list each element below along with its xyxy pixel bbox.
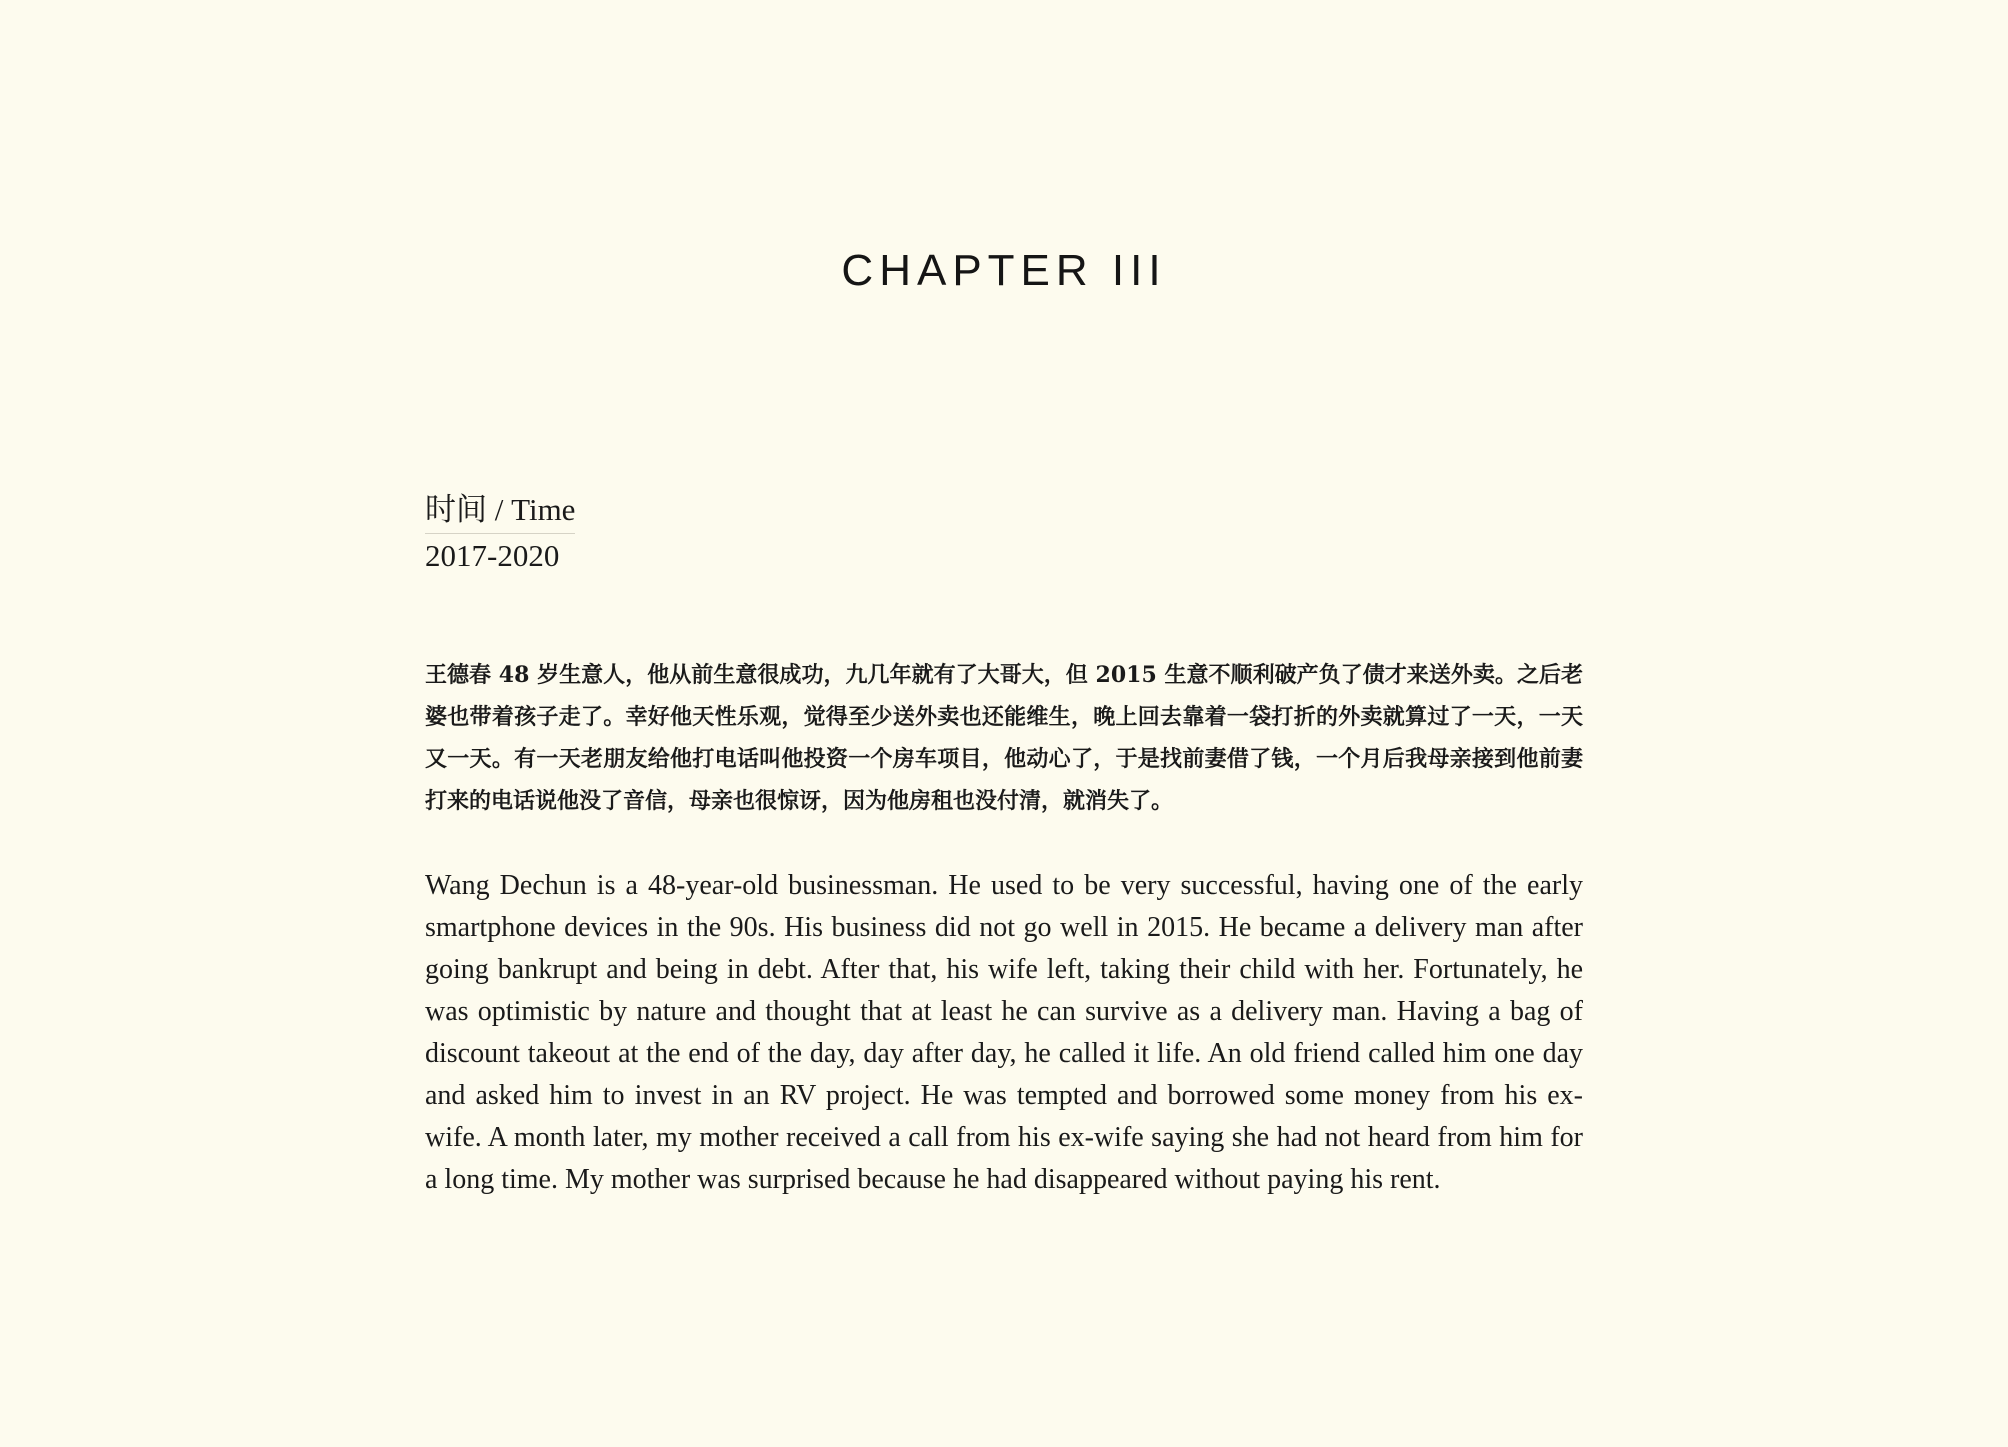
time-label: 时间 / Time — [425, 490, 575, 534]
chinese-paragraph: 王德春 48 岁生意人，他从前生意很成功，九几年就有了大哥大，但 2015 生意不顺利破产负了债才来送外卖。之后老婆也带着孩子走了。幸好他天性乐观，觉得至少送外卖也还能维生，晚上回去靠着一袋打折的外卖就算过了一天，一天又一天。有一天老朋友给他打电话叫他投资一个房车项目，他动心了，于是找前妻借了钱，一个月后我母亲接到他前妻打来的电话说他没了音信，母亲也很惊讶，因为他房租也没付清，就消失了。 — [425, 662, 1583, 814]
chapter-title: CHAPTER III — [841, 246, 1167, 295]
time-value: 2017-2020 — [425, 538, 560, 573]
time-meta — [425, 490, 575, 576]
english-paragraph: Wang Dechun is a 48-year-old businessman. He used to be very successful, having one of the early smartphone devices in the 90s. His business did not go well in 2015. He became a delivery man after going bankrupt and being in debt. After that, his wife left, taking their child with her. Fortunately, he was optimistic by nature and thought that at least he can survive as a delivery man. Having a bag of discount takeout at the end of the day, day after day, he called it life. An old friend called him one day and asked him to invest in an RV project. He was tempted and borrowed some money from his ex-wife. A month later, my mother received a call from his ex-wife saying she had not heard from him for a long time. My mother was surprised because he had disappeared without paying his rent. — [425, 870, 1583, 1195]
